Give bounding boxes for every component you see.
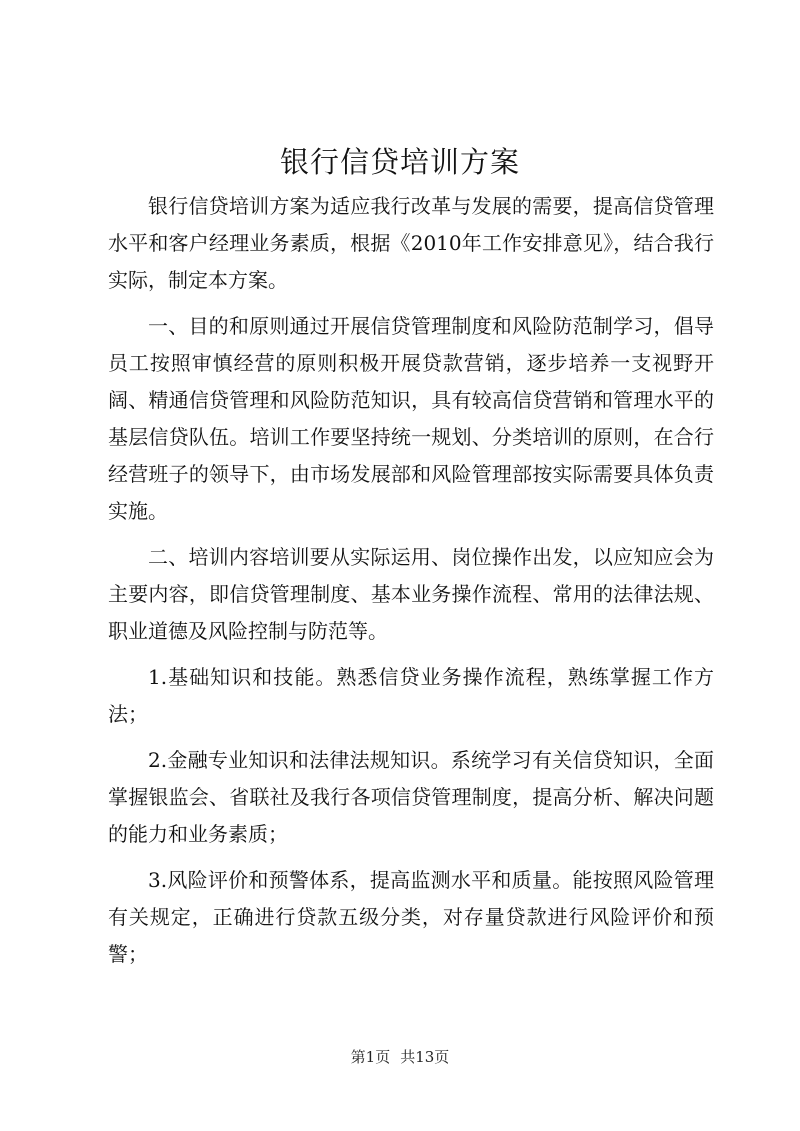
paragraph-item-2: 2.金融专业知识和法律法规知识。系统学习有关信贷知识，全面掌握银监会、省联社及我行各项信贷管理制度，提高分析、解决问题的能力和业务素质； bbox=[108, 748, 714, 846]
page-number: 第1页 bbox=[350, 1048, 391, 1066]
document-body bbox=[108, 188, 714, 982]
paragraph-item-3: 3.风险评价和预警体系，提高监测水平和质量。能按照风险管理有关规定，正确进行贷款五级分类，对存量贷款进行风险评价和预警； bbox=[108, 868, 714, 966]
paragraph-purpose-principles: 一、目的和原则通过开展信贷管理制度和风险防范制学习，倡导员工按照审慎经营的原则积极开展贷款营销，逐步培养一支视野开阔、精通信贷管理和风险防范知识，具有较高信贷营销和管理水平的基层信贷队伍。培训工作要坚持统一规划、分类培训的原则，在合行经营班子的领导下，由市场发展部和风险管理部按实际需要具体负责实施。 bbox=[108, 314, 714, 523]
page-total: 共13页 bbox=[400, 1048, 450, 1066]
paragraph-item-1: 1.基础知识和技能。熟悉信贷业务操作流程，熟练掌握工作方法； bbox=[108, 665, 714, 726]
document-title: 银行信贷培训方案 bbox=[279, 145, 520, 179]
page-footer bbox=[0, 1046, 800, 1068]
paragraph-intro: 银行信贷培训方案为适应我行改革与发展的需要，提高信贷管理水平和客户经理业务素质，根据《2010年工作安排意见》，结合我行实际，制定本方案。 bbox=[108, 194, 714, 292]
paragraph-training-content: 二、培训内容培训要从实际运用、岗位操作出发，以应知应会为主要内容，即信贷管理制度、基本业务操作流程、常用的法律法规、职业道德及风险控制与防范等。 bbox=[108, 545, 714, 643]
